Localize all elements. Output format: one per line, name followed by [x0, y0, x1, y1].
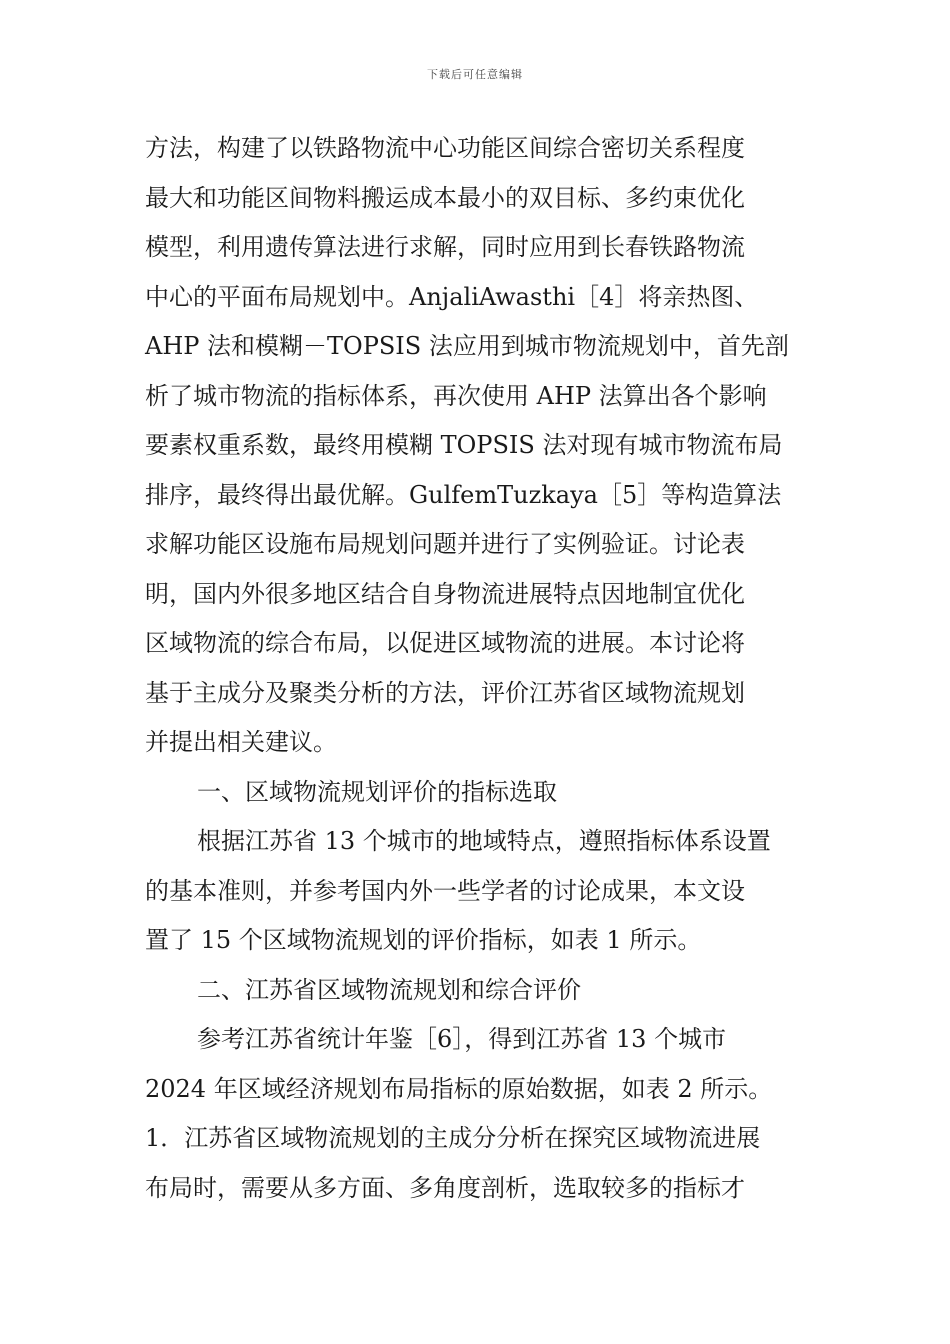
section-heading: 二、江苏省区域物流规划和综合评价	[197, 975, 581, 1004]
paragraph-line: 并提出相关建议。	[145, 728, 337, 756]
paragraph-line: 析了城市物流的指标体系，再次使用 AHP 法算出各个影响	[145, 381, 767, 410]
paragraph-line: 基于主成分及聚类分析的方法，评价江苏省区域物流规划	[145, 678, 745, 707]
paragraph-line: 模型，利用遗传算法进行求解，同时应用到长春铁路物流	[145, 233, 745, 261]
paragraph-line: 的基本准则，并参考国内外一些学者的讨论成果，本文设	[145, 876, 745, 905]
paragraph-line: AHP 法和模糊－TOPSIS 法应用到城市物流规划中，首先剖	[145, 332, 789, 360]
paragraph-line: 布局时，需要从多方面、多角度剖析，选取较多的指标才	[145, 1173, 745, 1202]
paragraph-line: 最大和功能区间物料搬运成本最小的双目标、多约束优化	[145, 183, 745, 212]
paragraph-line: 区域物流的综合布局，以促进区域物流的进展。本讨论将	[145, 629, 745, 657]
paragraph-line: 参考江苏省统计年鉴［6］，得到江苏省 13 个城市	[197, 1025, 727, 1053]
section-heading: 一、区域物流规划评价的指标选取	[197, 777, 557, 806]
paragraph-line: 中心的平面布局规划中。AnjaliAwasthi［4］将亲热图、	[145, 282, 759, 311]
paragraph-line: 排序，最终得出最优解。GulfemTuzkaya［5］等构造算法	[145, 480, 782, 509]
paragraph-line: 置了 15 个区域物流规划的评价指标，如表 1 所示。	[145, 926, 702, 954]
header-note: 下载后可任意编辑	[427, 68, 523, 81]
paragraph-line: 2024 年区域经济规划布局指标的原始数据，如表 2 所示。	[145, 1074, 773, 1103]
paragraph-line: 要素权重系数，最终用模糊 TOPSIS 法对现有城市物流布局	[145, 431, 783, 459]
paragraph-line: 1．江苏省区域物流规划的主成分分析在探究区域物流进展	[145, 1124, 761, 1152]
paragraph-line: 明，国内外很多地区结合自身物流进展特点因地制宜优化	[145, 579, 745, 608]
body-text	[145, 124, 845, 1213]
paragraph-line: 根据江苏省 13 个城市的地域特点，遵照指标体系设置	[197, 827, 771, 855]
paragraph-line: 求解功能区设施布局规划问题并进行了实例验证。讨论表	[145, 530, 745, 558]
paragraph-line: 方法，构建了以铁路物流中心功能区间综合密切关系程度	[145, 134, 745, 162]
